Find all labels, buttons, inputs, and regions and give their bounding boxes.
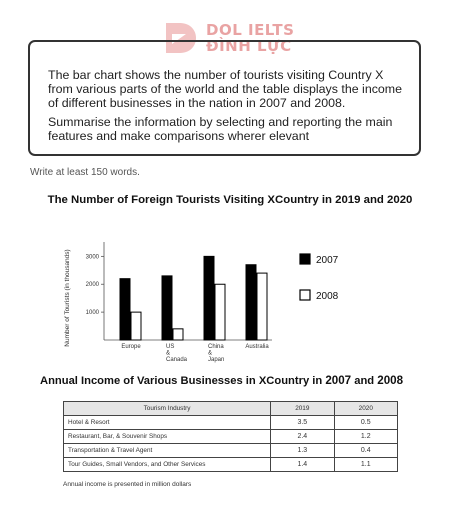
cell-2020: 1.1 [334,458,397,472]
legend-label-2007: 2007 [316,255,339,266]
x-tick-label: Canada [166,357,188,363]
x-tick-label: US [166,344,175,350]
table-title-year-2: 2008 [377,374,404,387]
y-tick-label: 1000 [85,310,99,317]
bar-2007-0 [120,279,130,340]
tourists-bar-chart [60,230,390,370]
cell-2019: 1.4 [271,458,334,472]
task-prompt-box [28,37,421,156]
bar-2008-3 [257,273,267,340]
table-note: Annual income is presented in million dollars [63,481,192,488]
x-tick-label: China [208,344,224,350]
x-tick-label: Japan [208,357,225,363]
logo-line-2: ĐÌNH LỰC [206,37,292,55]
task-paragraph-1: The bar chart shows the number of tourists visiting Country X from various parts of the world and the table displays the income of different businesses in the nation in 2007 and 2008. [48,68,403,111]
y-tick-label: 2000 [85,282,99,289]
table-row [64,430,398,444]
y-axis-label: Number of Tourists (in thousands) [64,249,71,347]
legend-label-2008: 2008 [316,291,339,302]
table-header-row [64,402,398,416]
task-paragraph-2: Summarise the information by selecting and reporting the main features and make comparisons wherer elevant [48,114,393,143]
bar-2007-1 [162,276,172,340]
header-tourism-industry: Tourism Industry [64,402,271,416]
bar-2007-2 [204,256,214,340]
income-table [63,401,398,472]
bar-2008-0 [131,312,141,340]
x-tick-label: & [208,350,213,357]
table-title-year-1: 2007 [325,374,352,387]
table-row [64,416,398,430]
row-label: Transportation & Travel Agent [64,444,271,458]
legend-swatch-2007 [300,254,310,264]
table-row [64,458,398,472]
x-tick-label: Europe [121,344,141,350]
table-row [64,444,398,458]
logo-line-1: DOL IELTS [206,21,295,39]
cell-2020: 1.2 [334,430,397,444]
cell-2020: 0.5 [334,416,397,430]
cell-2019: 2.4 [271,430,334,444]
cell-2019: 1.3 [271,444,334,458]
bar-2008-2 [215,284,225,340]
table-title-text: Annual Income of Various Businesses in XCountry in [40,375,323,387]
row-label: Hotel & Resort [64,416,271,430]
header-2020: 2020 [334,402,397,416]
cell-2019: 3.5 [271,416,334,430]
row-label: Restaurant, Bar, & Souvenir Shops [64,430,271,444]
legend-swatch-2008 [300,290,310,300]
table-title [40,374,403,387]
row-label: Tour Guides, Small Vendors, and Other Services [64,458,271,472]
table-title-and: and [354,375,375,387]
x-tick-label: Australia [245,344,269,350]
y-tick-label: 3000 [85,254,99,261]
cell-2020: 0.4 [334,444,397,458]
bar-2007-3 [246,265,256,340]
word-count-instruction: Write at least 150 words. [30,167,140,178]
bar-2008-1 [173,329,183,340]
chart-title: The Number of Foreign Tourists Visiting XCountry in 2019 and 2020 [47,194,413,206]
header-2019: 2019 [271,402,334,416]
x-tick-label: & [166,350,171,357]
